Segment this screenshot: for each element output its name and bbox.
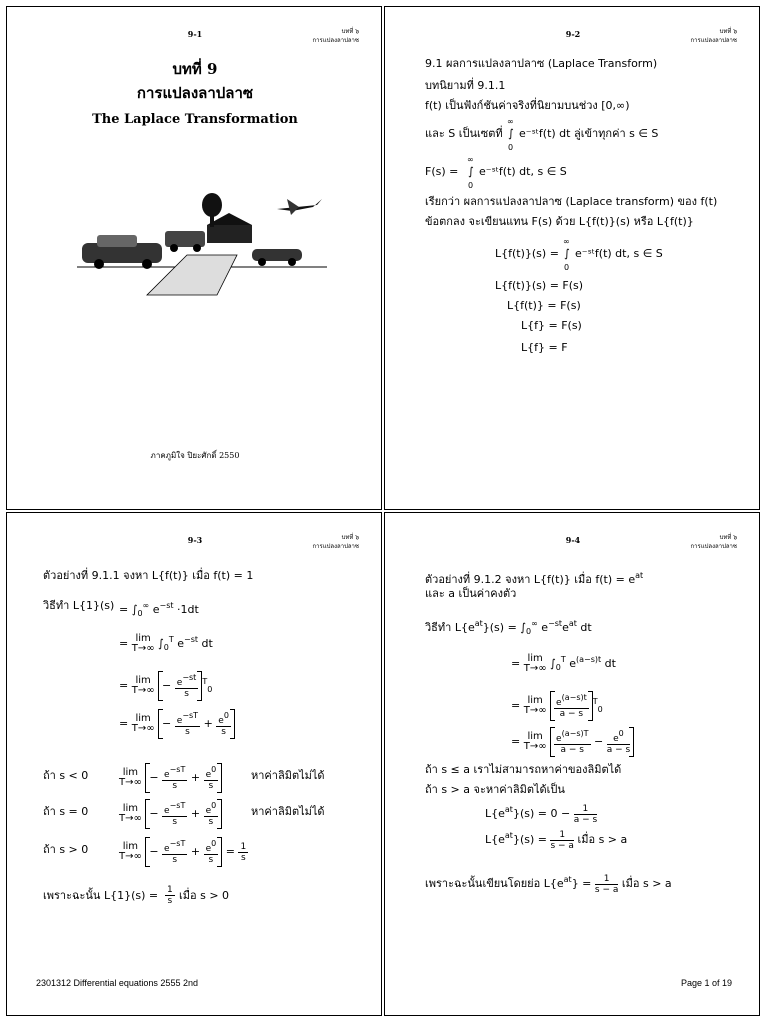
definition-text: f(t) เป็นฟังก์ชันค่าจริงที่นิยามบนช่วง [0,∞)	[425, 99, 630, 112]
case-limit: lim T→∞ − $e^{-sT}$ s + $e^0$ s	[119, 763, 222, 793]
case-text: ถ้า s > a จะหาค่าลิมิตได้เป็น	[425, 783, 565, 796]
notation-line: L{f(t)}(s) = F(s)	[495, 279, 584, 292]
slide-2	[384, 6, 760, 510]
notation-lhs: L{f(t)}(s) =	[495, 247, 559, 260]
header: บทที่ ๖ การแปลงลาปลาซ	[690, 28, 737, 44]
page-number: 9-3	[187, 535, 203, 545]
header: บทที่ ๖ การแปลงลาปลาซ	[312, 28, 359, 44]
transform-def-lhs: F(s) =	[425, 165, 459, 178]
case-label: ถ้า s < 0	[43, 769, 89, 782]
case-result: หาค่าลิมิตไม่ได้	[251, 805, 325, 818]
section-title: 9.1 ผลการแปลงลาปลาซ (Laplace Transform)	[425, 57, 658, 70]
chapter-label: บทที่ 9	[172, 60, 218, 78]
math-step: = lim T→∞ − $e^{-st}$ $s^T_0$	[119, 673, 213, 699]
integral-sign: ∫	[564, 247, 570, 260]
case-text: ถ้า s ≤ a เราไม่สามารถหาค่าของลิมิตได้	[425, 763, 622, 776]
case-label: ถ้า s > 0	[43, 843, 89, 856]
math-step: = lim T→∞ − $e^{-sT}$ s + $e^0$ s	[119, 709, 235, 739]
lower-limit: 0	[508, 143, 514, 152]
solution-label: วิธีทำ $L\{e^{at}\}(s) = \int_0^\infty$ $e^{-st}e^{at}$ dt	[425, 619, 592, 637]
example-note: และ a เป็นค่าคงตัว	[425, 587, 517, 600]
conclusion: เพราะฉะนั้นเขียนโดยย่อ $L\{e^{at}\}$ = 1 s − a เมื่อ s > a	[425, 873, 672, 895]
notation-line: L{f} = F(s)	[521, 319, 582, 332]
integral-sign: ∫	[468, 165, 474, 178]
slide-4	[384, 512, 760, 1016]
upper-limit: ∞	[507, 117, 514, 126]
integral-expr: e⁻ˢᵗf(t) dt ลู่เข้าทุกค่า s ∈ S	[519, 127, 659, 140]
page-number: 9-4	[565, 535, 581, 545]
slide-3	[6, 512, 382, 1016]
math-step: = lim T→∞ $\int_0^T$ $e^{(a-s)t}$ dt	[511, 653, 616, 674]
case-limit: lim T→∞ − $e^{-sT}$ s + $e^0$ s	[119, 799, 222, 829]
lower-limit: 0	[468, 181, 474, 190]
clipart-scene	[77, 187, 327, 297]
transform-def-rhs: e⁻ˢᵗf(t) dt, s ∈ S	[479, 165, 567, 178]
page-number: 9-1	[187, 29, 203, 39]
header: บทที่ ๖ การแปลงลาปลาซ	[312, 534, 359, 550]
upper-limit: ∞	[563, 237, 570, 246]
title-english: The Laplace Transformation	[92, 112, 298, 127]
notation-line: L{f} = F	[521, 341, 568, 354]
solution-label: วิธีทำ L{1}(s)	[43, 599, 115, 612]
math-step: = lim T→∞ $\int_0^T$ $e^{-st}$ dt	[119, 633, 213, 654]
math-step: = $\int_0^\infty$ $e^{-st} \cdot 1dt$	[119, 601, 199, 619]
conclusion-frac: 1 s	[167, 885, 173, 906]
case-label: ถ้า s = 0	[43, 805, 89, 818]
definition-text: เรียกว่า ผลการแปลงลาปลาซ (Laplace transform) ของ f(t)	[425, 195, 718, 208]
math-step: $L\{e^{at}\}(s)$ = 1 s − a เมื่อ s > a	[485, 829, 628, 851]
upper-limit: ∞	[467, 155, 474, 164]
title-thai: การแปลงลาปลาซ	[136, 84, 254, 102]
lower-limit: 0	[564, 263, 570, 272]
case-result: หาค่าลิมิตไม่ได้	[251, 769, 325, 782]
notation-text: ข้อตกลง จะเขียนแทน F(s) ด้วย L{f(t)}(s) หรือ L{f(t)}	[425, 215, 694, 228]
example-title: ตัวอย่างที่ 9.1.2 จงหา L{f(t)} เมื่อ $f(t) = e^{at}$	[425, 571, 644, 586]
definition-label: บทนิยามที่ 9.1.1	[425, 79, 506, 92]
footer-course: 2301312 Differential equations 2555 2nd	[36, 978, 198, 988]
author-line: ภาคภูมิใจ ปิยะศักดิ์ 2550	[150, 451, 240, 460]
integral-sign: ∫	[508, 127, 514, 140]
notation-line: L{f(t)} = F(s)	[507, 299, 581, 312]
slide-grid	[6, 6, 762, 1018]
footer-page: Page 1 of 19	[680, 978, 732, 988]
slide-1	[6, 6, 382, 510]
conclusion-cond: เมื่อ s > 0	[179, 889, 230, 902]
math-step: = lim T→∞ $e^{(a-s)T}$ a − s − $e^0$ a − s	[511, 727, 634, 757]
math-step: = lim T→∞ $e^{(a-s)t}$ $a - s^T_0$	[511, 693, 603, 719]
page-number: 9-2	[565, 29, 581, 39]
math-step: $L\{e^{at}\}(s) = 0$ − 1 a − s	[485, 803, 598, 825]
example-title: ตัวอย่างที่ 9.1.1 จงหา L{f(t)} เมื่อ f(t) = 1	[43, 569, 254, 582]
definition-text: และ S เป็นเซตที่	[425, 127, 503, 140]
conclusion: เพราะฉะนั้น L{1}(s) =	[43, 889, 159, 902]
header: บทที่ ๖ การแปลงลาปลาซ	[690, 534, 737, 550]
case-limit: lim T→∞ − $e^{-sT}$ s + $e^0$ s = 1 s	[119, 839, 247, 865]
notation-rhs: e⁻ˢᵗf(t) dt, s ∈ S	[575, 247, 663, 260]
